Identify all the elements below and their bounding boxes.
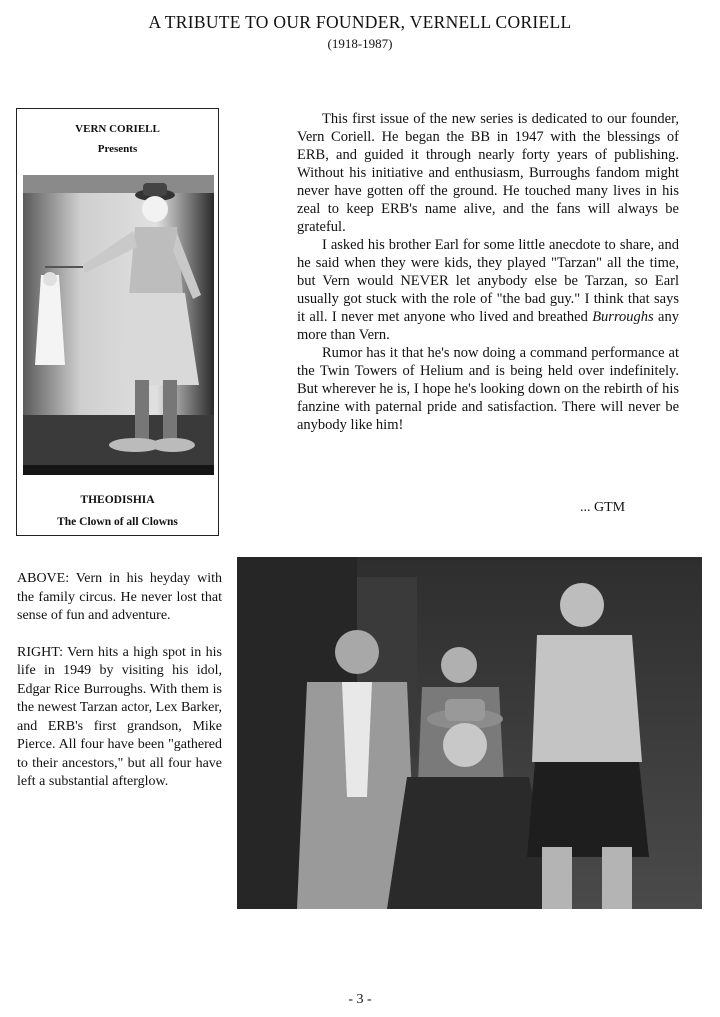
poster-presents: Presents [97,143,138,155]
clown-photo [23,175,214,475]
circus-poster [16,108,219,536]
article-paragraph-2-b: any more than Vern. [297,309,679,343]
caption-right: RIGHT: Vern hits a high spot in his life in 1949 by visiting his idol, Edgar Rice Burroughs. With them is the newest Tarzan actor, Lex Barker, and ERB's first grandson, Mike Pierce. All four have been "gathered to their ancestors," but all four have left a substantial afterglow. [17,644,222,789]
photo-captions [17,570,222,810]
page-number: - 3 - [348,992,372,1007]
poster-header [17,119,218,159]
article-signature: ... GTM [580,500,626,515]
poster-stage-name: THEODISHIA [80,494,155,506]
page-subtitle-dates: (1918-1987) [327,36,393,51]
poster-footer [17,489,218,533]
poster-subtitle: The Clown of all Clowns [57,516,178,528]
article-paragraph-2 [297,236,679,344]
poster-name: VERN CORIELL [75,123,160,135]
article-paragraph-3: Rumor has it that he's now doing a command performance at the Twin Towers of Helium and is being held over indefinitely. But wherever he is, I hope he's looking down on the rebirth of his fanzine with paternal pride and satisfaction. There will never be anybody like him! [297,345,679,433]
group-photo [237,557,702,909]
article-body [297,110,679,434]
article-paragraph-1: This first issue of the new series is dedicated to our founder, Vern Coriell. He began the BB in 1947 with the blessings of ERB, and guided it through nearly forty years of publishing. Without his initiative and enthusiasm, Burroughs fandom might never have gotten off the ground. He touched many lives in his zeal to keep ERB's name alive, and the fans will always be grateful. [297,111,679,235]
caption-above: ABOVE: Vern in his heyday with the family circus. He never lost that sense of fun and adventure. [17,571,222,623]
article-paragraph-2-a: I asked his brother Earl for some little anecdote to share, and he said when they were kids, they played "Tarzan" all the time, but Vern would NEVER let anybody else be Tarzan, so Earl usually got stuck with the role of "the bad guy." I think that says it all. I never met anyone who lived and breathed [297,237,679,325]
page-title: A TRIBUTE TO OUR FOUNDER, VERNELL CORIELL [148,12,572,32]
article-paragraph-2-emphasis: Burroughs [592,309,654,325]
